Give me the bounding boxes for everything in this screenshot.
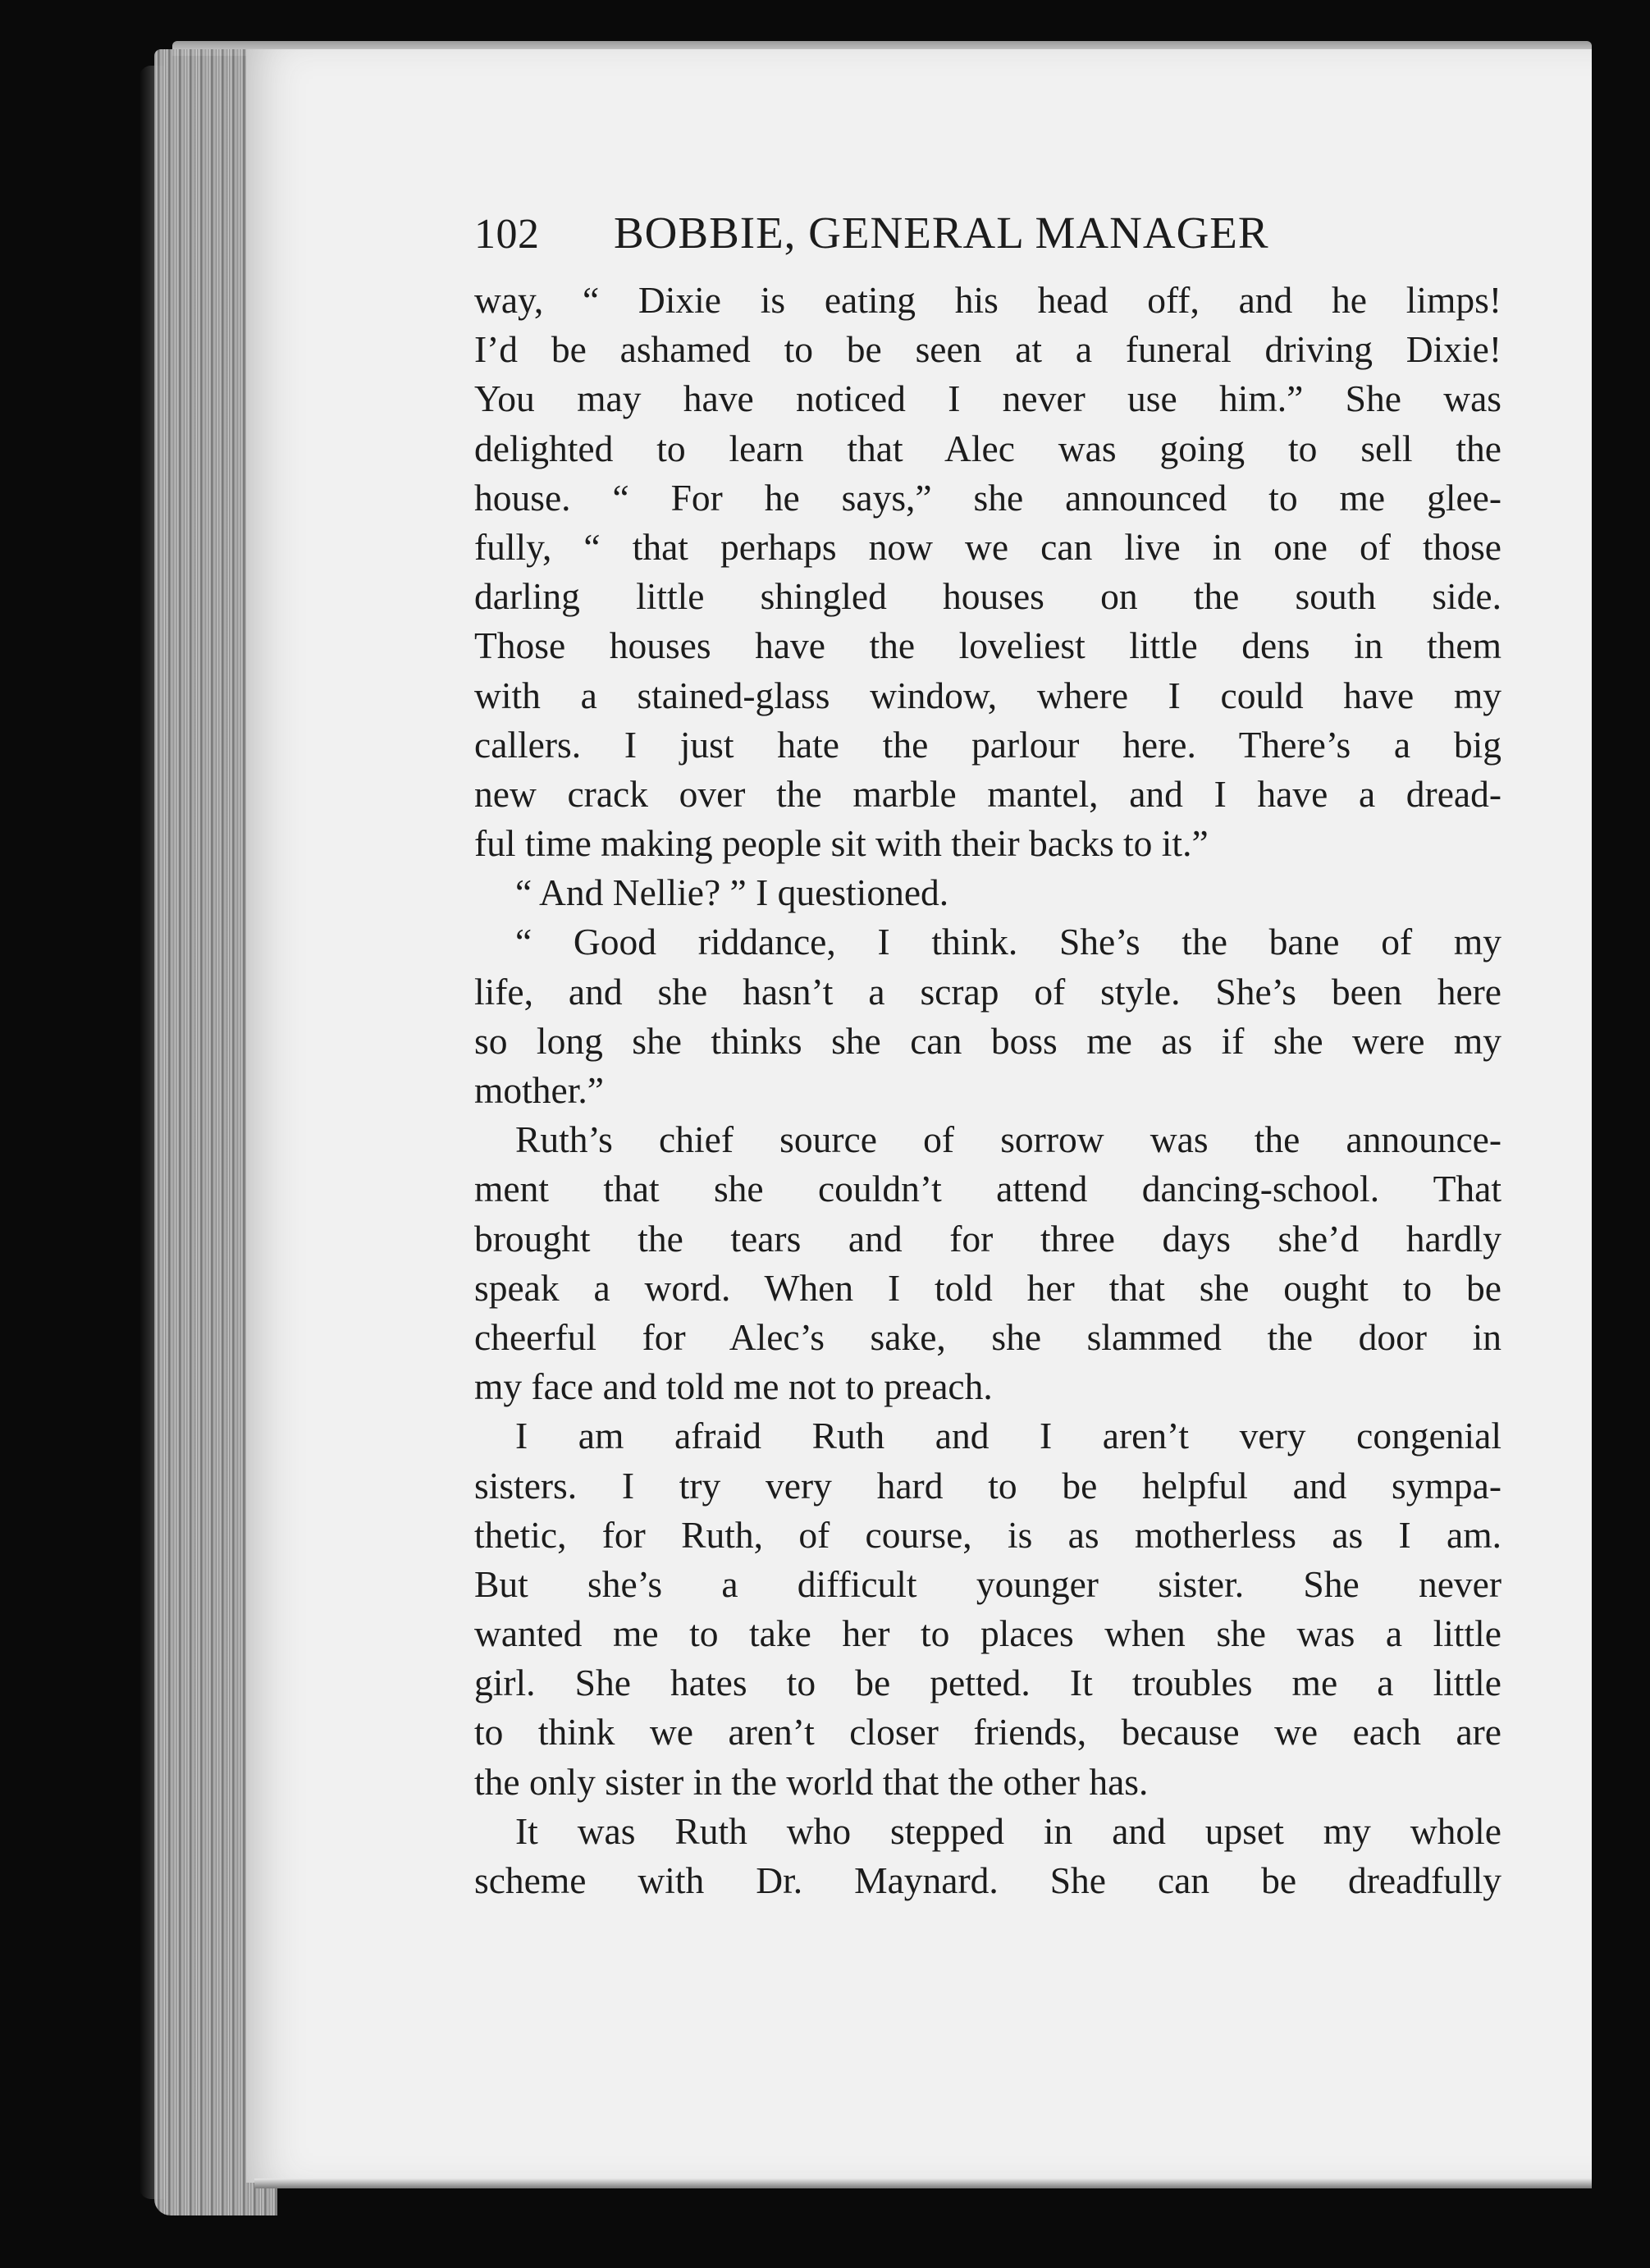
text-line: girl. She hates to be petted. It troubles me a little	[474, 1662, 1501, 1704]
text-line: But she’s a difficult younger sister. She never	[474, 1562, 1501, 1605]
text-line: so long she thinks she can boss me as if she were my	[474, 1019, 1501, 1062]
text-line: thetic, for Ruth, of course, is as motherless as I am.	[474, 1513, 1501, 1556]
text-line: house. “ For he says,” she announced to me glee-	[474, 476, 1501, 519]
text-line: “ Good riddance, I think. She’s the bane of my	[515, 921, 1501, 963]
text-line: my face and told me not to preach.	[474, 1365, 993, 1408]
body-text	[474, 276, 1501, 1905]
text-line: mother.”	[474, 1069, 604, 1111]
text-line: the only sister in the world that the other has.	[474, 1760, 1149, 1803]
text-line: brought the tears and for three days she’d hardly	[474, 1217, 1501, 1260]
text-line: delighted to learn that Alec was going to sell the	[474, 427, 1501, 469]
page-number: 102	[474, 211, 540, 258]
text-line: callers. I just hate the parlour here. There’s a big	[474, 723, 1501, 766]
text-line: I’d be ashamed to be seen at a funeral driving Dixie!	[474, 328, 1501, 371]
text-line: life, and she hasn’t a scrap of style. She’s been here	[474, 970, 1501, 1013]
text-line: ful time making people sit with their backs to it.”	[474, 822, 1209, 865]
text-line: fully, “ that perhaps now we can live in one of those	[474, 525, 1501, 568]
text-line: You may have noticed I never use him.” She was	[474, 377, 1501, 420]
text-line: to think we aren’t closer friends, because we each are	[474, 1711, 1501, 1754]
text-line: “ And Nellie? ” I questioned.	[515, 871, 949, 914]
text-line: Ruth’s chief source of sorrow was the announce-	[515, 1118, 1501, 1161]
text-line: speak a word. When I told her that she ought to be	[474, 1266, 1501, 1309]
text-line: sisters. I try very hard to be helpful and sympa-	[474, 1464, 1501, 1507]
text-line: It was Ruth who stepped in and upset my whole	[515, 1809, 1501, 1852]
text-line: scheme with Dr. Maynard. She can be dreadfully	[474, 1859, 1501, 1901]
page-bottom-edge	[254, 2179, 1592, 2188]
text-line: new crack over the marble mantel, and I have a dread-	[474, 772, 1501, 815]
text-line: Those houses have the loveliest little dens in them	[474, 624, 1501, 667]
running-head: BOBBIE, GENERAL MANAGER	[614, 208, 1269, 258]
text-block	[474, 207, 1501, 1905]
text-line: darling little shingled houses on the south side.	[474, 575, 1501, 618]
page-header	[474, 207, 1501, 276]
text-line: I am afraid Ruth and I aren’t very congenial	[515, 1415, 1501, 1457]
text-line: ment that she couldn’t attend dancing-school. That	[474, 1168, 1501, 1210]
text-line: wanted me to take her to places when she was a little	[474, 1612, 1501, 1655]
text-line: with a stained-glass window, where I could have my	[474, 674, 1501, 716]
text-line: cheerful for Alec’s sake, she slammed the door in	[474, 1315, 1501, 1358]
text-line: way, “ Dixie is eating his head off, and he limps!	[474, 279, 1501, 321]
